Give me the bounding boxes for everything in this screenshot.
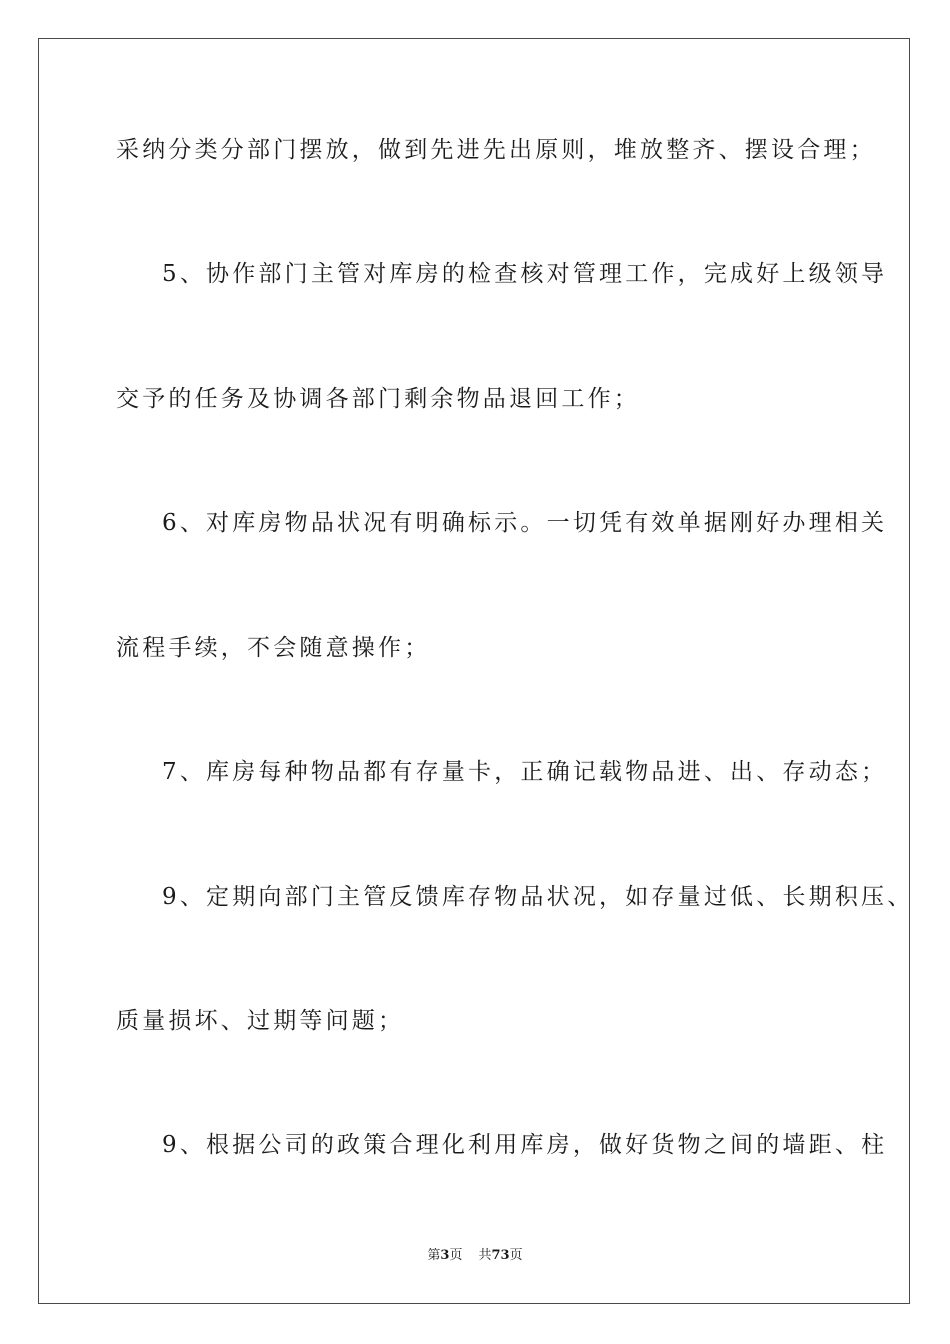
body-text-line: 流程手续，不会随意操作； <box>116 635 431 661</box>
body-text-line: 7、库房每种物品都有存量卡，正确记载物品进、出、存动态； <box>162 759 888 785</box>
body-text-line: 交予的任务及协调各部门剩余物品退回工作； <box>116 386 640 412</box>
total-pages: 73 <box>491 1248 510 1263</box>
body-text-line: 质量损坏、过期等问题； <box>116 1008 405 1034</box>
page-number: 3 <box>440 1248 450 1263</box>
body-text-line: 9、根据公司的政策合理化利用库房，做好货物之间的墙距、柱 <box>162 1132 888 1158</box>
body-text-line: 采纳分类分部门摆放，做到先进先出原则，堆放整齐、摆设合理； <box>116 137 876 163</box>
page-footer <box>0 1249 950 1262</box>
body-text-line: 9、定期向部门主管反馈库存物品状况，如存量过低、长期积压、 <box>162 884 914 910</box>
total-prefix: 共 <box>478 1248 492 1263</box>
body-text-line: 5、协作部门主管对库房的检查核对管理工作，完成好上级领导 <box>162 261 888 287</box>
body-text-line: 6、对库房物品状况有明确标示。一切凭有效单据刚好办理相关 <box>162 510 888 536</box>
page-prefix: 第 <box>427 1248 441 1263</box>
page-suffix: 页 <box>449 1248 463 1263</box>
page-border <box>38 38 910 1304</box>
total-suffix: 页 <box>509 1248 523 1263</box>
